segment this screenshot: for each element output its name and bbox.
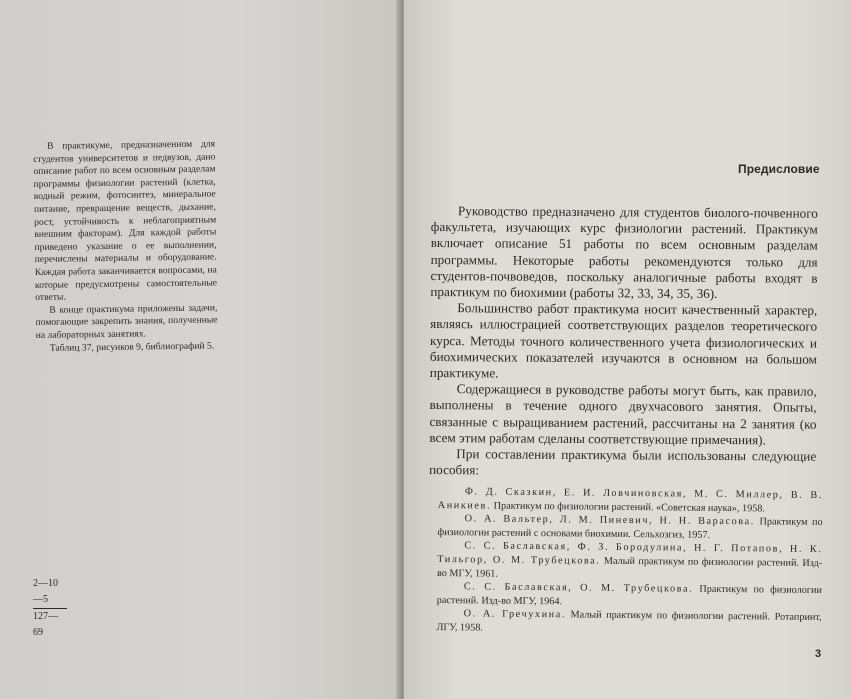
reference-title: Практикум по физиологии растений. Изд-во МГУ, 1964.	[436, 583, 822, 608]
reference-title: Малый практикум по физиологии растений. Изд-во МГУ, 1961.	[437, 555, 823, 580]
reference-title: Малый практикум по физиологии растений. Ротапринт, ЛГУ, 1958.	[436, 609, 822, 634]
reference-item	[438, 485, 823, 516]
page-title: Предисловие	[738, 162, 820, 176]
abstract-text	[33, 138, 218, 355]
catalog-code	[33, 576, 67, 641]
catalog-code-bottom: 127—69	[33, 611, 58, 638]
reference-item	[436, 607, 821, 638]
abstract-paragraph: Таблиц 37, рисунков 9, библиографий 5.	[49, 339, 215, 354]
reference-item	[437, 539, 822, 584]
reference-authors: С. С. Баславская, Ф. З. Бородулина, Н. Г. Потапов, Н. К. Тильгор, О. М. Трубецкова.	[437, 540, 823, 567]
reference-list	[436, 485, 823, 639]
reference-authors: О. А. Вальтер, Л. М. Пиневич, Н. Н. Варасова.	[464, 513, 755, 528]
preface-paragraph: Содержащиеся в руководстве работы могут быть, как правило, выполнены в течение одного двухчасового занятия. Опыты, связанные с выращиванием растений, рассчитаны на 2 занятия (ко всем этим работам сделаны соответствующие примечания).	[429, 381, 817, 448]
abstract-paragraph: В конце практикума приложены задачи, помогающие закрепить знания, полученные на лабораторных занятиях.	[35, 302, 218, 341]
reference-title: Практикум по физиологии растений с основами биохимии. Сельхозгиз, 1957.	[437, 516, 823, 541]
preface-paragraph: При составлении практикума были использованы следующие пособия:	[429, 446, 817, 478]
reference-title: Практикум по физиологии растений. «Советская наука», 1958.	[491, 500, 766, 515]
reference-item	[437, 580, 822, 611]
reference-authors: С. С. Баславская, О. М. Трубецкова.	[463, 581, 694, 595]
catalog-code-top: 2—10—5	[33, 576, 67, 609]
preface-paragraph: Большинство работ практикума носит качественный характер, являясь иллюстрацией соответствующих разделов теоретического курса. Методы точного количественного учета физиологических и биохимических показателей изучаются в основном на большом практикуме.	[429, 300, 818, 381]
reference-authors: О. А. Гречухина.	[463, 608, 567, 621]
reference-item	[437, 512, 822, 543]
left-page	[0, 0, 400, 699]
abstract-paragraph: В практикуме, предназначенном для студентов университетов и педвузов, дано описание работ по всем основным разделам программы физиологии растений (клетка, водный режим, фотосинтез, минеральное питание, превращение веществ, дыхание, рост, устойчивость к неблагоприятным внешним факторам). Для каждой работы приведено указание о ее выполнении, перечислены материалы и оборудование. Каждая работа заканчивается вопросами, на которые предусмотрены самостоятельные ответы.	[33, 138, 218, 304]
reference-authors: Ф. Д. Сказкин, Е. И. Ловчиновская, М. С. Миллер, В. В. Аникиев.	[437, 486, 823, 512]
page-number: 3	[815, 648, 822, 660]
preface-paragraph: Руководство предназначено для студентов биолого-почвенного факультета, изучающих курс физиологии растений. Практикум включает описание 51 работы по всем основным разделам программы. Некоторые работы рекомендуются только для студентов-почвоведов, поскольку аналогичные работы входят в практикум по биохимии (работы 32, 33, 34, 35, 36).	[430, 203, 818, 302]
preface-body	[429, 203, 818, 481]
